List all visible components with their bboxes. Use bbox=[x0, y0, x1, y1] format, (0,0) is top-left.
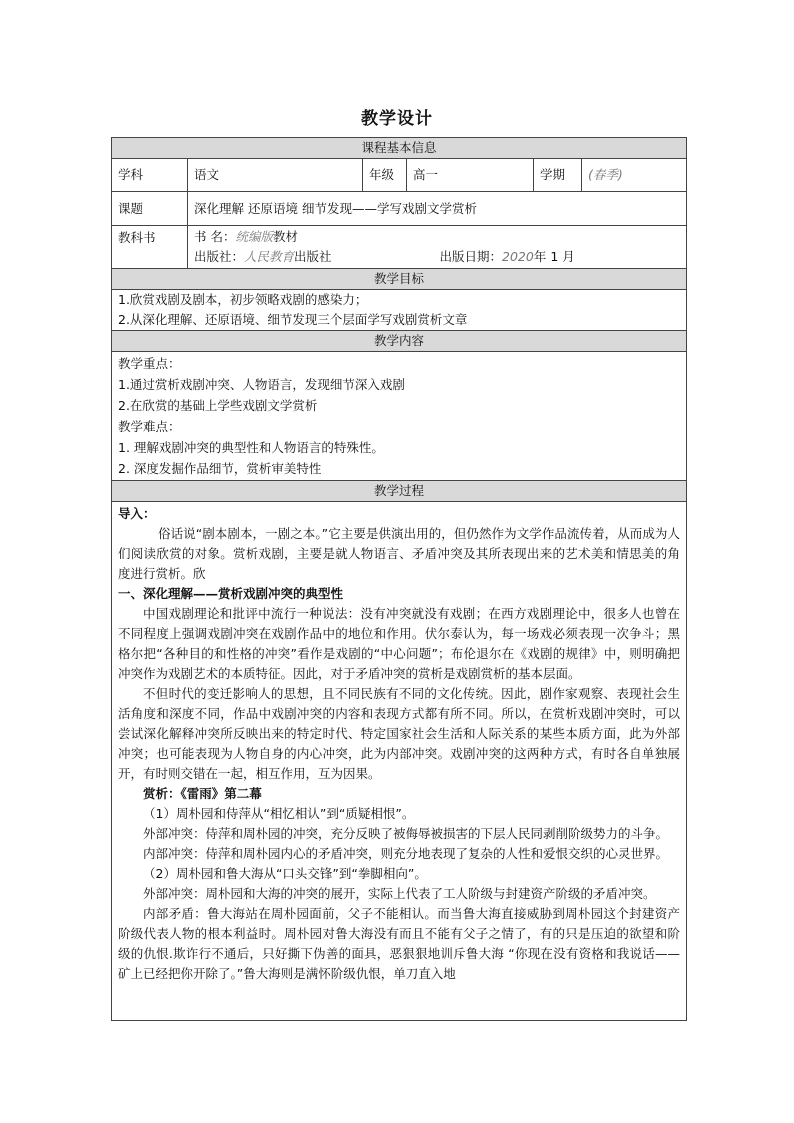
textbook-details bbox=[188, 226, 686, 268]
info-row-textbook bbox=[112, 226, 686, 269]
content-item: 2. 深度发掘作品细节，赏析审美特性 bbox=[118, 461, 322, 476]
book-name-value: 统编版 bbox=[235, 229, 273, 244]
book-name-line bbox=[194, 227, 686, 247]
item-heading: （2）周朴园和鲁大海从“口头交锋”到“拳脚相向”。 bbox=[143, 866, 427, 881]
section-goals: 教学目标 bbox=[112, 269, 686, 290]
publisher-line bbox=[194, 247, 686, 267]
subject-value: 语文 bbox=[188, 159, 363, 191]
publisher-suffix: 出版社 bbox=[294, 249, 332, 264]
book-name-suffix: 教材 bbox=[273, 229, 299, 244]
paragraph: 中国戏剧理论和批评中流行一种说法：没有冲突就没有戏剧；在西方戏剧理论中，很多人也曾在不同程度上强调戏剧冲突在戏剧作品中的地位和作用。伏尔泰认为，每一场戏必须表现一次争斗；黑格尔把“各种目的和性格的冲突”看作是戏剧的“中心问题”；布伦退尔在《戏剧的规律》中，则明确把冲突作为戏剧艺术的本质特征。因此，对于矛盾冲突的赏析是戏剧赏析的基本层面。 bbox=[118, 606, 680, 681]
info-row-subject bbox=[112, 159, 686, 192]
subject-label: 学科 bbox=[112, 159, 188, 191]
document-title: 教学设计 bbox=[361, 109, 433, 129]
term-label: 学期 bbox=[534, 159, 582, 191]
content-item: 1. 理解戏剧冲突的典型性和人物语言的特殊性。 bbox=[118, 440, 384, 455]
part1-heading: 一、深化理解——赏析戏剧冲突的典型性 bbox=[118, 586, 344, 601]
lesson-plan-table bbox=[111, 137, 687, 1021]
item-heading: （1）周朴园和侍萍从“相忆相认”到“质疑相恨”。 bbox=[143, 806, 415, 821]
paragraph: 不但时代的变迁影响人的思想，且不同民族有不同的文化传统。因此，剧作家观察、表现社会生活角度和深度不同，作品中戏剧冲突的内容和表现方式都有所不同。所以，在赏析戏剧冲突时，可以尝试深化解释冲突所反映出来的特定时代、特定国家社会生活和人际关系的某些本质方面，此为外部冲突；也可能表现为人物自身的内心冲突，此为内部冲突。戏剧冲突的这两种方式，有时各自单独展开，有时则交错在一起，相互作用，互为因果。 bbox=[118, 686, 680, 781]
content-item: 2.在欣赏的基础上学些戏剧文学赏析 bbox=[118, 398, 318, 413]
topic-value: 深化理解 还原语境 细节发现——学写戏剧文学赏析 bbox=[194, 200, 477, 216]
section-basic-info: 课程基本信息 bbox=[112, 138, 686, 159]
section-process: 教学过程 bbox=[112, 481, 686, 502]
pub-date-year: 2020 bbox=[502, 249, 534, 264]
info-row-topic bbox=[112, 192, 686, 226]
key-points-heading: 教学重点： bbox=[118, 356, 181, 371]
intro-heading: 导入： bbox=[118, 506, 156, 521]
grade-value: 高一 bbox=[407, 159, 534, 191]
appreciation-heading: 赏析：《雷雨》第二幕 bbox=[143, 786, 262, 801]
goals-block bbox=[112, 290, 686, 331]
content-item: 1.通过赏析戏剧冲突、人物语言，发现细节深入戏剧 bbox=[118, 377, 405, 392]
process-block bbox=[112, 502, 686, 1020]
pub-date-suffix: 年 1 月 bbox=[533, 249, 575, 264]
term-value: (春季) bbox=[588, 167, 623, 182]
paragraph: 外部冲突：周朴园和大海的冲突的展开，实际上代表了工人阶级与封建资产阶级的矛盾冲突。 bbox=[143, 886, 656, 901]
difficulties-heading: 教学难点： bbox=[118, 419, 181, 434]
publisher-label: 出版社： bbox=[194, 249, 245, 264]
goal-item: 2.从深化理解、还原语境、细节发现三个层面学写戏剧赏析文章 bbox=[118, 312, 468, 327]
goal-item: 1.欣赏戏剧及剧本，初步领略戏剧的感染力； bbox=[118, 292, 368, 307]
topic-label: 课题 bbox=[112, 192, 188, 225]
grade-label: 年级 bbox=[363, 159, 407, 191]
intro-paragraph: 俗话说“剧本剧本，一剧之本。”它主要是供演出用的，但仍然作为文学作品流传着，从而成为人们阅读欣赏的对象。赏析戏剧，主要是就人物语言、矛盾冲突及其所表现出来的艺术美和情思美的角度进行赏析。欣 bbox=[118, 526, 680, 581]
book-name-label: 书 名： bbox=[194, 229, 236, 244]
section-content: 教学内容 bbox=[112, 331, 686, 352]
paragraph: 内部冲突：侍萍和周朴园内心的矛盾冲突，则充分地表现了复杂的人性和爱恨交织的心灵世界。 bbox=[143, 846, 669, 861]
content-block bbox=[112, 352, 686, 481]
textbook-label: 教科书 bbox=[112, 226, 188, 268]
paragraph: 外部冲突：侍萍和周朴园的冲突，充分反映了被侮辱被损害的下层人民同剥削阶级势力的斗争。 bbox=[143, 826, 669, 841]
paragraph: 内部矛盾：鲁大海站在周朴园面前，父子不能相认。而当鲁大海直接威胁到周朴园这个封建资产阶级代表人物的根本利益时。周朴园对鲁大海没有而且不能有父子之情了，有的只是压迫的欲望和阶级的仇恨.欺诈行不通后，只好撕下伪善的面具，恶狠狠地训斥鲁大海 “你现在没有资格和我说话——矿上已经把你开除了。”鲁大海则是满怀阶级仇恨，单刀直入地 bbox=[118, 906, 680, 981]
pub-date-label: 出版日期： bbox=[439, 249, 503, 264]
publisher-value: 人民教育 bbox=[244, 249, 295, 264]
